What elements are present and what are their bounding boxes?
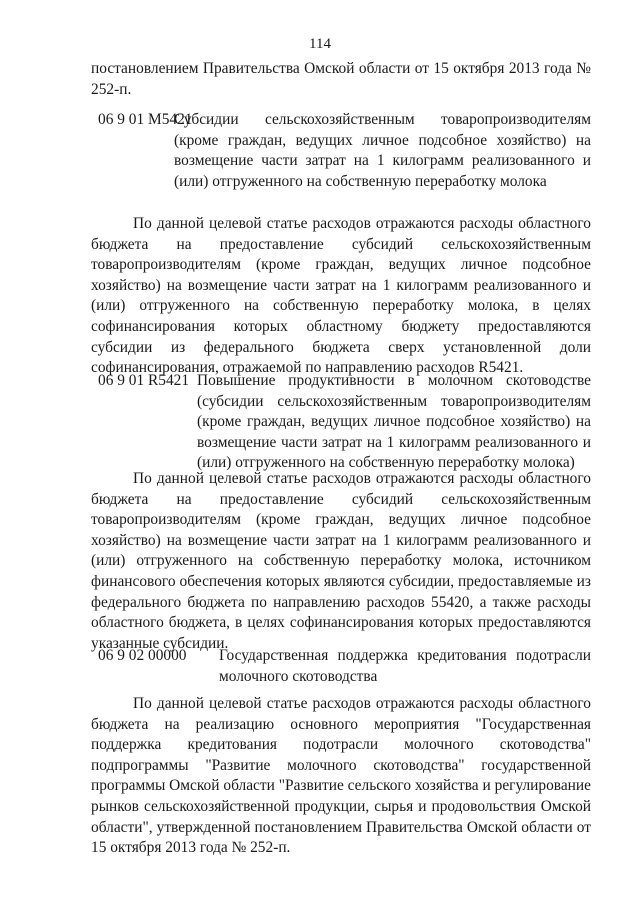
entry-description: По данной целевой статье расходов отражаются расходы областного бюджета на реализацию основного мероприятия "Государственная поддержка кредитования подотрасли молочного скотоводства" подпрограммы "Развитие молочного скотоводства" государственной программы Омской области "Развитие сельского хозяйства и регулирование рынков сельскохозяйственной продукции, сырья и продовольствия Омской области", утвержденной постановлением Правительства Омской области от 15 октября 2013 года № 252-п. — [91, 695, 591, 857]
entry-title: Повышение продуктивности в молочном скотоводстве (субсидии сельскохозяйственным товаропроизводителям (кроме граждан, ведущих личное подсобное хозяйство) на возмещение части затрат на 1 килограмм реализованного и (или) отгруженного на собственную переработку молока) — [197, 372, 591, 472]
entry-description: По данной целевой статье расходов отражаются расходы областного бюджета на предоставление субсидий сельскохозяйственным товаропроизводителям (кроме граждан, ведущих личное подсобное хозяйство) на возмещение части затрат на 1 килограмм реализованного и (или) отгруженного на собственную переработку молока, источником финансового обеспечения которых являются субсидии, предоставляемые из федерального бюджета по направлению расходов 55420, а также расходы областного бюджета, в целях софинансирования которых предоставляются указанные субсидии. — [91, 470, 591, 652]
entry-title: Государственная поддержка кредитования подотрасли молочного скотоводства — [219, 647, 591, 685]
budget-code: 06 9 02 00000 — [98, 647, 187, 664]
budget-code: 06 9 01 M5421 — [98, 111, 193, 128]
entry-title: Субсидии сельскохозяйственным товаропроизводителям (кроме граждан, ведущих личное подсобное хозяйство) на возмещение части затрат на 1 килограмм реализованного и (или) отгруженного на собственную переработку молока — [174, 111, 591, 190]
page-number: 114 — [309, 36, 331, 52]
entry-description: По данной целевой статье расходов отражаются расходы областного бюджета на предоставление субсидий сельскохозяйственным товаропроизводителям (кроме граждан, ведущих личное подсобное хозяйство) на возмещение части затрат на 1 килограмм реализованного и (или) отгруженного на собственную переработку молока, в целях софинансирования которых областному бюджету предоставляются субсидии из федерального бюджета сверх установленной доли софинансирования, отражаемой по направлению расходов R5421. — [91, 215, 591, 377]
continuation-text: постановлением Правительства Омской области от 15 октября 2013 года № 252-п. — [91, 60, 591, 98]
budget-code: 06 9 01 R5421 — [98, 372, 190, 389]
